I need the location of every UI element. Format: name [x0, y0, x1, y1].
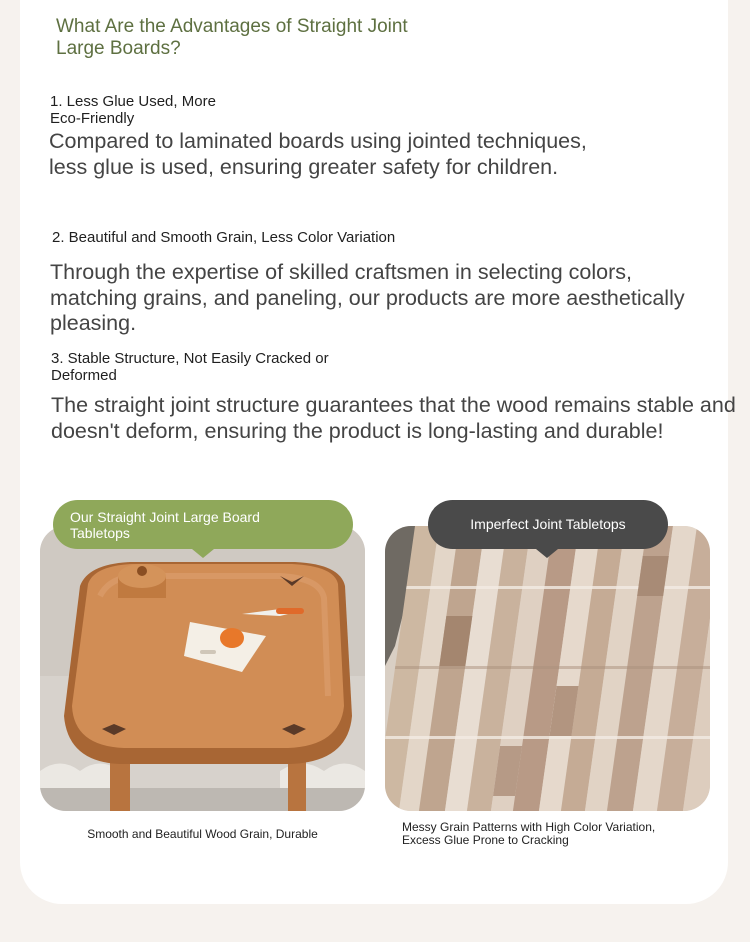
- imperfect-tabletop-photo: [385, 526, 710, 811]
- advantage-2-body: Through the expertise of skilled craftsmen in selecting colors, matching grains, and paneling, our products are more aesthetically pleasing.: [50, 260, 685, 335]
- advantage-2-title: 2. Beautiful and Smooth Grain, Less Color Variation: [52, 229, 396, 246]
- advantage-1-body: Compared to laminated boards using jointed techniques, less glue is used, ensuring greater safety for children.: [49, 129, 587, 179]
- bubble-pointer: [536, 549, 558, 558]
- advantage-3-body: The straight joint structure guarantees that the wood remains stable and doesn't deform, ensuring the product is long-lasting and durable!: [51, 393, 736, 443]
- bubble-pointer: [192, 549, 214, 558]
- imperfect-tabletop-label: [428, 500, 668, 549]
- our-tabletop-caption: Smooth and Beautiful Wood Grain, Durable: [87, 827, 318, 841]
- advantage-1-title: 1. Less Glue Used, More Eco-Friendly: [50, 93, 216, 127]
- advantage-3-title: 3. Stable Structure, Not Easily Cracked or Deformed: [51, 350, 329, 384]
- page-title: What Are the Advantages of Straight Joint Large Boards?: [56, 16, 408, 59]
- imperfect-tabletop-caption: Messy Grain Patterns with High Color Variation, Excess Glue Prone to Cracking: [402, 820, 656, 847]
- imperfect-tabletop-label-text: Imperfect Joint Tabletops: [470, 516, 626, 532]
- our-tabletop-label-text: Our Straight Joint Large Board Tabletops: [70, 509, 260, 541]
- our-tabletop-label: [53, 500, 353, 549]
- our-tabletop-photo: [40, 526, 365, 811]
